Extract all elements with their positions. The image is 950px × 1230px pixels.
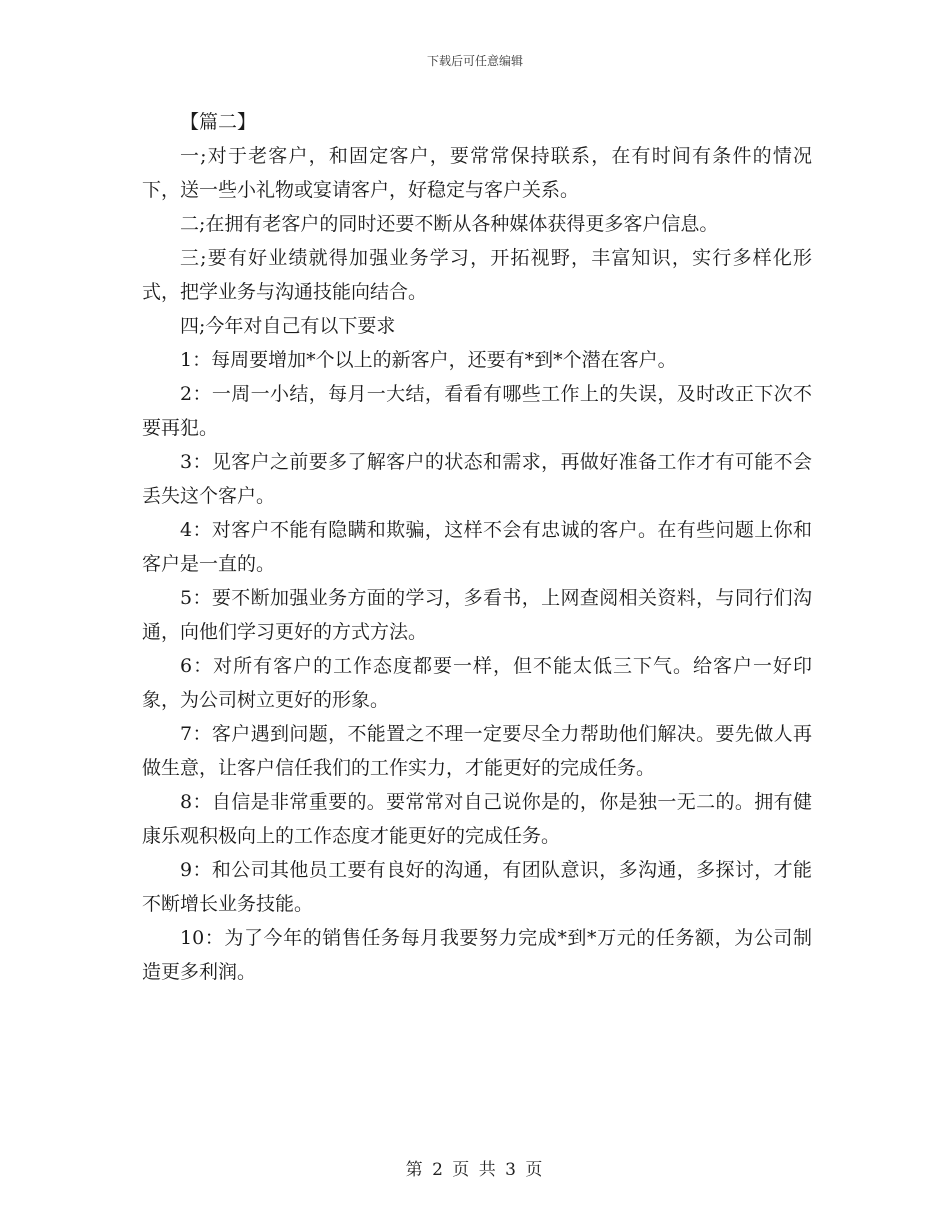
requirement-item: 2：一周一小结，每月一大结，看看有哪些工作上的失误，及时改正下次不要再犯。 bbox=[142, 383, 812, 439]
requirement-item: 6：对所有客户的工作态度都要一样，但不能太低三下气。给客户一好印象，为公司树立更好的形象。 bbox=[142, 655, 812, 711]
requirement-item: 4：对客户不能有隐瞒和欺骗，这样不会有忠诚的客户。在有些问题上你和客户是一直的。 bbox=[142, 519, 812, 575]
paragraph: 四;今年对自己有以下要求 bbox=[180, 315, 396, 337]
requirement-item: 10：为了今年的销售任务每月我要努力完成*到*万元的任务额，为公司制造更多利润。 bbox=[142, 927, 812, 983]
requirement-item: 8：自信是非常重要的。要常常对自己说你是的，你是独一无二的。拥有健康乐观积极向上的工作态度才能更好的完成任务。 bbox=[142, 791, 812, 847]
paragraph: 二;在拥有老客户的同时还要不断从各种媒体获得更多客户信息。 bbox=[180, 213, 719, 235]
section-title: 【篇二】 bbox=[180, 111, 257, 133]
requirement-item: 5：要不断加强业务方面的学习，多看书，上网查阅相关资料，与同行们沟通，向他们学习更好的方式方法。 bbox=[142, 587, 812, 643]
page-header: 下载后可任意编辑 bbox=[426, 54, 523, 68]
paragraph: 一;对于老客户，和固定客户，要常常保持联系，在有时间有条件的情况下，送一些小礼物或宴请客户，好稳定与客户关系。 bbox=[142, 145, 812, 201]
requirement-item: 1：每周要增加*个以上的新客户，还要有*到*个潜在客户。 bbox=[180, 349, 677, 371]
requirement-item: 7：客户遇到问题，不能置之不理一定要尽全力帮助他们解决。要先做人再做生意，让客户信任我们的工作实力，才能更好的完成任务。 bbox=[142, 723, 812, 779]
document-body bbox=[142, 105, 812, 989]
page-number: 第 2 页 共 3 页 bbox=[405, 1160, 545, 1180]
requirement-item: 3：见客户之前要多了解客户的状态和需求，再做好准备工作才有可能不会丢失这个客户。 bbox=[142, 451, 812, 507]
paragraph: 三;要有好业绩就得加强业务学习，开拓视野，丰富知识，实行多样化形式，把学业务与沟通技能向结合。 bbox=[142, 247, 812, 303]
requirement-item: 9：和公司其他员工要有良好的沟通，有团队意识，多沟通，多探讨，才能不断增长业务技能。 bbox=[142, 859, 812, 915]
